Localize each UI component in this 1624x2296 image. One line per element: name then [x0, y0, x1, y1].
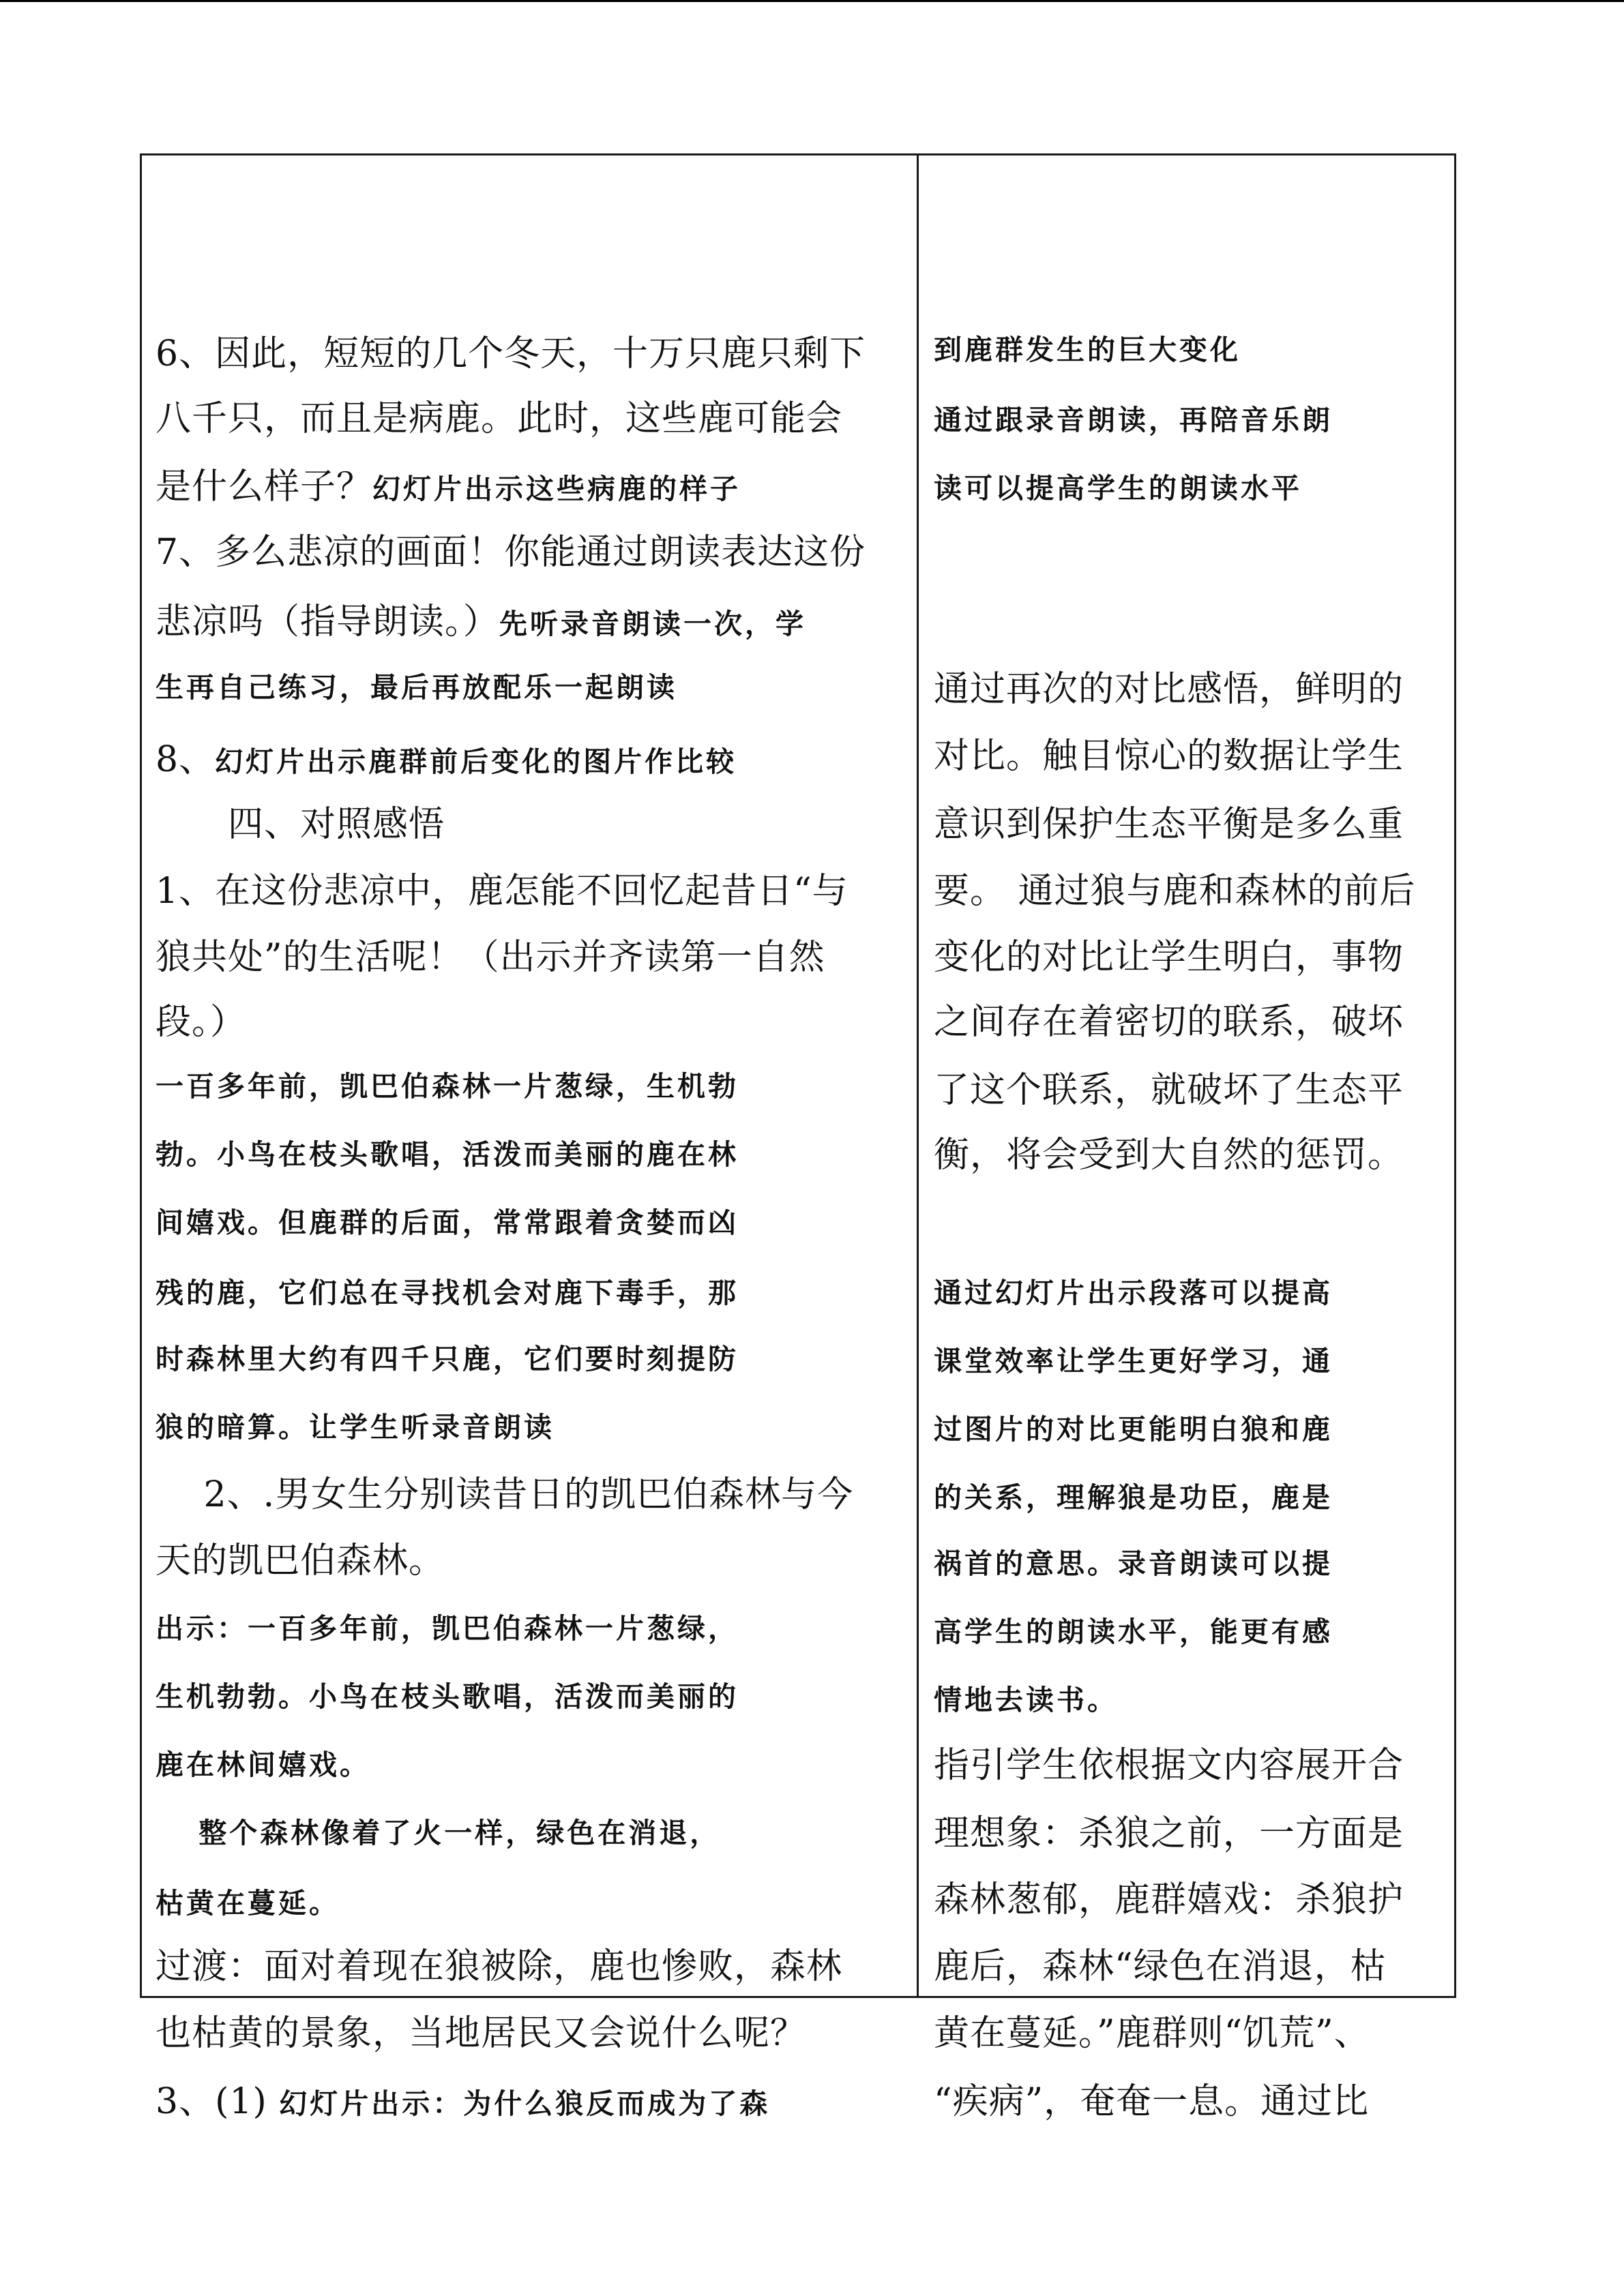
left-line-12 — [156, 1070, 739, 1103]
right-line-16 — [934, 1547, 1333, 1580]
text-run: 幻灯片出示这些病鹿的样子 — [372, 473, 741, 505]
page-top-rule — [0, 0, 1624, 2]
text-run: 生再自己练习，最后再放配乐一起朗读 — [156, 671, 677, 704]
text-run: 悲凉吗（指导朗读。） — [156, 601, 500, 642]
right-line-8 — [934, 937, 1404, 978]
text-run: 读可以提高学生的朗读水平 — [934, 472, 1302, 505]
right-line-10 — [934, 1070, 1404, 1111]
text-run: 天的凯巴伯森林。 — [156, 1540, 445, 1581]
left-line-23 — [156, 1819, 720, 1847]
left-line-25 — [156, 1946, 843, 1987]
text-run: 勃。小鸟在枝头歌唱，活泼而美丽的鹿在林 — [156, 1138, 739, 1171]
text-run: 2、.男女生分别读昔日的凯巴伯森林与今 — [156, 1474, 854, 1515]
right-line-19 — [934, 1745, 1404, 1786]
right-line-2 — [934, 406, 1333, 434]
text-run: 1、在这份悲凉中，鹿怎能不回忆起昔日“与 — [156, 871, 848, 912]
right-line-3 — [934, 472, 1302, 505]
text-run: 3、(1) — [156, 2081, 280, 2122]
text-run: 出示：一百多年前，凯巴伯森林一片葱绿， — [156, 1612, 739, 1645]
text-run: 先听录音朗读一次，学 — [499, 608, 807, 640]
left-line-9 — [156, 871, 848, 912]
text-run: 6、因此，短短的几个冬天，十万只鹿只剩下 — [156, 333, 866, 374]
text-run: 到鹿群发生的巨大变化 — [934, 333, 1241, 366]
text-run: 了这个联系，就破坏了生态平 — [934, 1070, 1404, 1111]
text-run: 高学生的朗读水平，能更有感 — [934, 1615, 1333, 1648]
left-line-26 — [156, 2013, 807, 2054]
left-line-21 — [156, 1680, 739, 1713]
text-run: 过渡：面对着现在狼被除，鹿也惨败，森林 — [156, 1946, 843, 1987]
right-line-1 — [934, 333, 1241, 366]
right-line-17 — [934, 1615, 1333, 1648]
left-line-13 — [156, 1138, 739, 1171]
left-line-3 — [156, 466, 741, 507]
text-run: 整个森林像着了火一样，绿色在消退， — [156, 1817, 721, 1849]
text-run: 幻灯片出示：为什么狼反而成为了森 — [279, 2087, 771, 2120]
left-line-14 — [156, 1206, 739, 1239]
text-run: 对比。触目惊心的数据让学生 — [934, 736, 1404, 777]
right-line-20 — [934, 1813, 1404, 1854]
text-run: 衡，将会受到大自然的惩罚。 — [934, 1135, 1404, 1176]
text-run: 狼的暗算。让学生听录音朗读 — [156, 1411, 555, 1444]
text-run: 指引学生依根据文内容展开合 — [934, 1745, 1404, 1786]
text-run: 理想象：杀狼之前，一方面是 — [934, 1813, 1404, 1854]
text-run: 情地去读书。 — [934, 1684, 1118, 1716]
text-run: 鹿后，森林“绿色在消退，枯 — [934, 1946, 1387, 1987]
right-line-21 — [934, 1879, 1404, 1920]
right-line-22 — [934, 1946, 1387, 1987]
right-line-15 — [934, 1481, 1333, 1514]
text-run: 的关系，理解狼是功臣，鹿是 — [934, 1481, 1333, 1514]
right-line-7 — [934, 871, 1416, 912]
left-line-15 — [156, 1279, 739, 1307]
text-run: 段。） — [156, 1002, 247, 1043]
left-line-17 — [156, 1411, 555, 1444]
text-run: 八千只，而且是病鹿。此时，这些鹿可能会 — [156, 398, 843, 439]
left-line-27 — [156, 2081, 771, 2122]
right-line-14 — [934, 1413, 1333, 1446]
text-run: 幻灯片出示鹿群前后变化的图片作比较 — [215, 745, 737, 778]
text-run: 是什么样子？ — [156, 466, 373, 507]
text-run: 过图片的对比更能明白狼和鹿 — [934, 1413, 1333, 1446]
left-line-7 — [156, 739, 737, 780]
right-line-24 — [934, 2081, 1370, 2122]
text-run: 要。 通过狼与鹿和森林的前后 — [934, 871, 1416, 912]
text-run: 鹿在林间嬉戏。 — [156, 1748, 370, 1781]
right-line-23 — [934, 2013, 1370, 2054]
left-line-10 — [156, 937, 825, 978]
right-line-9 — [934, 1002, 1404, 1043]
lesson-plan-table — [140, 153, 1456, 2122]
text-run: 8、 — [156, 739, 216, 780]
text-run: 通过跟录音朗读，再陪音乐朗 — [934, 404, 1333, 436]
right-line-12 — [934, 1279, 1333, 1307]
teaching-process-column — [142, 155, 919, 2122]
left-line-5 — [156, 601, 807, 642]
left-line-19 — [156, 1540, 445, 1581]
left-line-8 — [156, 804, 445, 845]
text-run: 残的鹿，它们总在寻找机会对鹿下毒手，那 — [156, 1277, 739, 1309]
right-line-18 — [934, 1686, 1118, 1714]
text-run: 黄在蔓延。”鹿群则“饥荒”、 — [934, 2013, 1370, 2054]
right-line-5 — [934, 736, 1404, 777]
left-line-11 — [156, 1002, 247, 1043]
left-line-24 — [156, 1887, 340, 1920]
left-line-6 — [156, 671, 677, 704]
text-run: 变化的对比让学生明白，事物 — [934, 937, 1404, 978]
left-line-2 — [156, 398, 843, 439]
text-run: 7、多么悲凉的画面！你能通过朗读表达这份 — [156, 532, 866, 573]
text-run: 生机勃勃。小鸟在枝头歌唱，活泼而美丽的 — [156, 1680, 739, 1713]
text-run: “疾病”，奄奄一息。通过比 — [934, 2081, 1370, 2122]
right-line-13 — [934, 1347, 1333, 1375]
right-line-4 — [934, 669, 1404, 710]
text-run: 间嬉戏。但鹿群的后面，常常跟着贪婪而凶 — [156, 1206, 739, 1239]
text-run: 之间存在着密切的联系，破坏 — [934, 1002, 1404, 1043]
text-run: 也枯黄的景象，当地居民又会说什么呢？ — [156, 2013, 807, 2054]
text-run: 一百多年前，凯巴伯森林一片葱绿，生机勃 — [156, 1070, 739, 1103]
left-line-4 — [156, 532, 866, 573]
design-intent-column — [919, 155, 1454, 2122]
text-run: 森林葱郁，鹿群嬉戏：杀狼护 — [934, 1879, 1404, 1920]
text-run: 狼共处”的生活呢！（出示并齐读第一自然 — [156, 937, 825, 978]
right-line-6 — [934, 804, 1404, 845]
text-run: 祸首的意思。录音朗读可以提 — [934, 1547, 1333, 1580]
text-run: 意识到保护生态平衡是多么重 — [934, 804, 1404, 845]
text-run: 时森林里大约有四千只鹿，它们要时刻提防 — [156, 1343, 739, 1375]
text-run: 通过幻灯片出示段落可以提高 — [934, 1277, 1333, 1309]
text-run: 枯黄在蔓延。 — [156, 1887, 340, 1920]
text-run: 课堂效率让学生更好学习，通 — [934, 1345, 1333, 1377]
left-line-18 — [156, 1474, 854, 1515]
section-heading: 四、对照感悟 — [156, 804, 445, 845]
text-run: 通过再次的对比感悟，鲜明的 — [934, 669, 1404, 710]
left-line-1 — [156, 333, 866, 374]
right-line-11 — [934, 1135, 1404, 1176]
left-line-16 — [156, 1345, 739, 1373]
left-line-22 — [156, 1748, 370, 1781]
left-line-20 — [156, 1612, 739, 1645]
